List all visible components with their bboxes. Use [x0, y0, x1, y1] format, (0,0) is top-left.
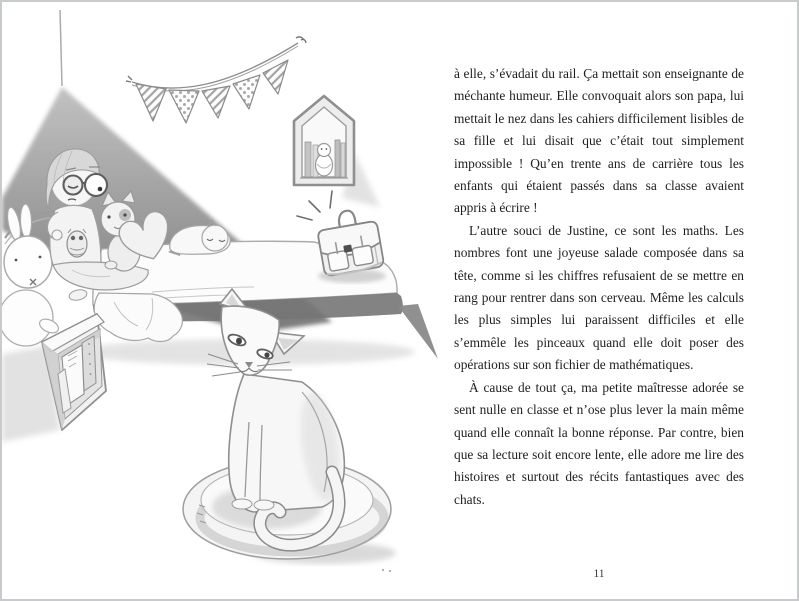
illustration-page [2, 2, 447, 599]
bird-figurine [316, 144, 333, 177]
pupil [98, 187, 103, 192]
text-page [454, 63, 744, 511]
sparkle-lines [297, 191, 332, 220]
foot [68, 288, 88, 302]
satchel-buckle [343, 244, 352, 252]
pennant-bunting [126, 37, 306, 123]
page-number: 11 [593, 568, 605, 580]
paragraph-2: L’autre souci de Justine, ce sont les maths. Les nombres font une joyeuse salade composée dans sa tête, comme si les chiffres refusaient de se mettre en rang pour rentrer dans son cerveau. Même les calculs les plus simples lui paraissent difficiles et elle s’emmêle les pinceaux quand elle doit poser des opérations sur son fichier de mathématiques. [454, 222, 744, 373]
hand [52, 230, 62, 240]
paragraph-3: À cause de tout ça, ma petite maîtresse adorée se sent nulle en classe et n’ose plus lever la main même quand elle connaît la bonne réponse. Par contre, bien que sa lecture soit encore lente, elle adore me lire des histoires et surtout des récits fantastiques avec des chats. [454, 379, 744, 507]
blanket [94, 293, 182, 342]
house-shelf [294, 96, 380, 207]
illustration-canvas [2, 2, 447, 599]
paragraph-1: à elle, s’évadait du rail. Ça mettait son enseignante de méchante humeur. Elle convoquait alors son papa, lui mettait le nez dans les cahiers difficilement lisibles de sa fille et lui disait que c’était tout simplement impossible ! Qu’en trente ans de carrière tous les enfants qui étaient passés dans sa classe avaient appris à écrire ! [454, 66, 744, 216]
